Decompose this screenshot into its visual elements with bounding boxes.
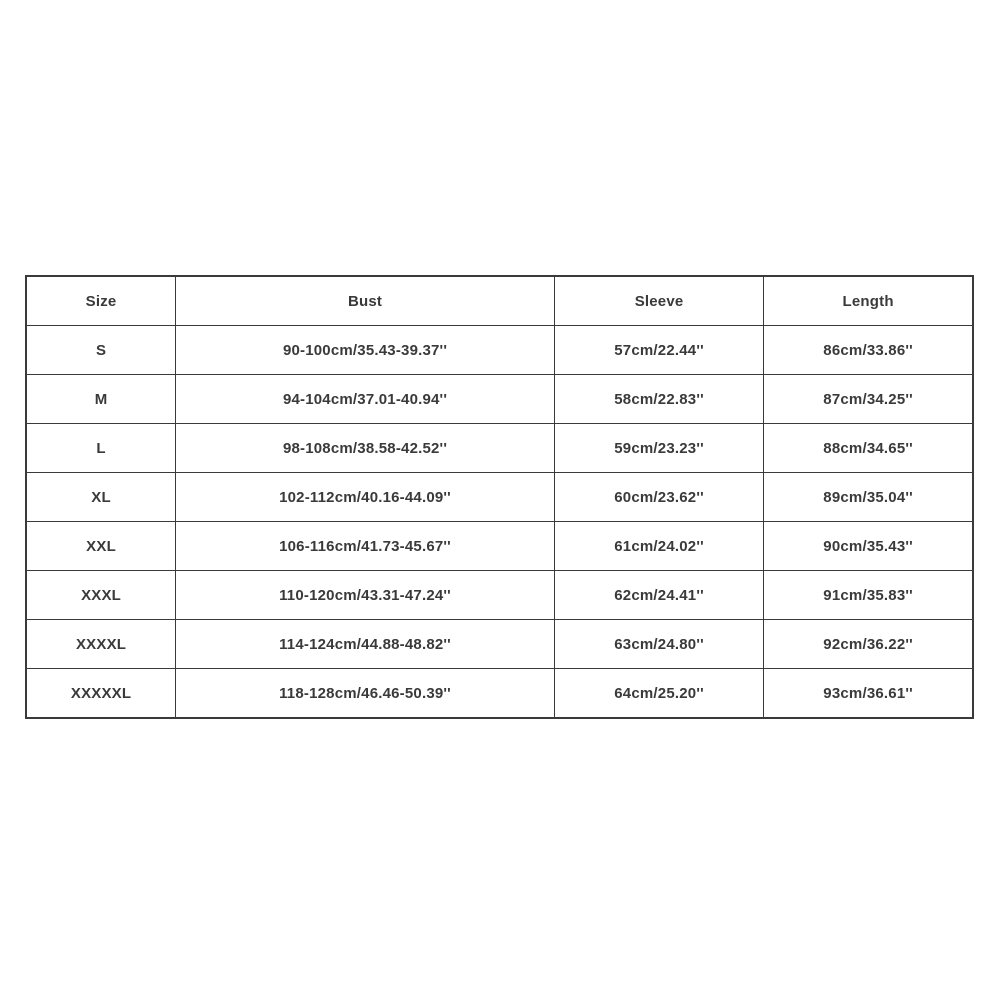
sleeve-cell: 64cm/25.20'' (554, 669, 763, 719)
table-row (26, 375, 973, 424)
sleeve-cell: 58cm/22.83'' (554, 375, 763, 424)
bust-cell: 110-120cm/43.31-47.24'' (176, 571, 555, 620)
size-chart-container (25, 275, 974, 719)
column-header-bust: Bust (176, 276, 555, 326)
length-cell: 90cm/35.43'' (764, 522, 973, 571)
table-row (26, 620, 973, 669)
sleeve-cell: 62cm/24.41'' (554, 571, 763, 620)
length-cell: 88cm/34.65'' (764, 424, 973, 473)
bust-cell: 94-104cm/37.01-40.94'' (176, 375, 555, 424)
size-chart-table (25, 275, 974, 719)
length-cell: 87cm/34.25'' (764, 375, 973, 424)
bust-cell: 118-128cm/46.46-50.39'' (176, 669, 555, 719)
table-row (26, 326, 973, 375)
length-cell: 86cm/33.86'' (764, 326, 973, 375)
size-cell: XXL (26, 522, 176, 571)
size-cell: XXXXL (26, 620, 176, 669)
size-cell: L (26, 424, 176, 473)
size-cell: XXXL (26, 571, 176, 620)
bust-cell: 114-124cm/44.88-48.82'' (176, 620, 555, 669)
length-cell: 92cm/36.22'' (764, 620, 973, 669)
bust-cell: 102-112cm/40.16-44.09'' (176, 473, 555, 522)
column-header-size: Size (26, 276, 176, 326)
header-row (26, 276, 973, 326)
length-cell: 89cm/35.04'' (764, 473, 973, 522)
table-row (26, 424, 973, 473)
column-header-length: Length (764, 276, 973, 326)
size-cell: XXXXXL (26, 669, 176, 719)
length-cell: 91cm/35.83'' (764, 571, 973, 620)
table-row (26, 571, 973, 620)
size-cell: M (26, 375, 176, 424)
size-cell: XL (26, 473, 176, 522)
sleeve-cell: 63cm/24.80'' (554, 620, 763, 669)
size-cell: S (26, 326, 176, 375)
table-row (26, 669, 973, 719)
table-row (26, 473, 973, 522)
sleeve-cell: 60cm/23.62'' (554, 473, 763, 522)
bust-cell: 106-116cm/41.73-45.67'' (176, 522, 555, 571)
sleeve-cell: 57cm/22.44'' (554, 326, 763, 375)
length-cell: 93cm/36.61'' (764, 669, 973, 719)
bust-cell: 90-100cm/35.43-39.37'' (176, 326, 555, 375)
table-row (26, 522, 973, 571)
bust-cell: 98-108cm/38.58-42.52'' (176, 424, 555, 473)
sleeve-cell: 59cm/23.23'' (554, 424, 763, 473)
sleeve-cell: 61cm/24.02'' (554, 522, 763, 571)
column-header-sleeve: Sleeve (554, 276, 763, 326)
